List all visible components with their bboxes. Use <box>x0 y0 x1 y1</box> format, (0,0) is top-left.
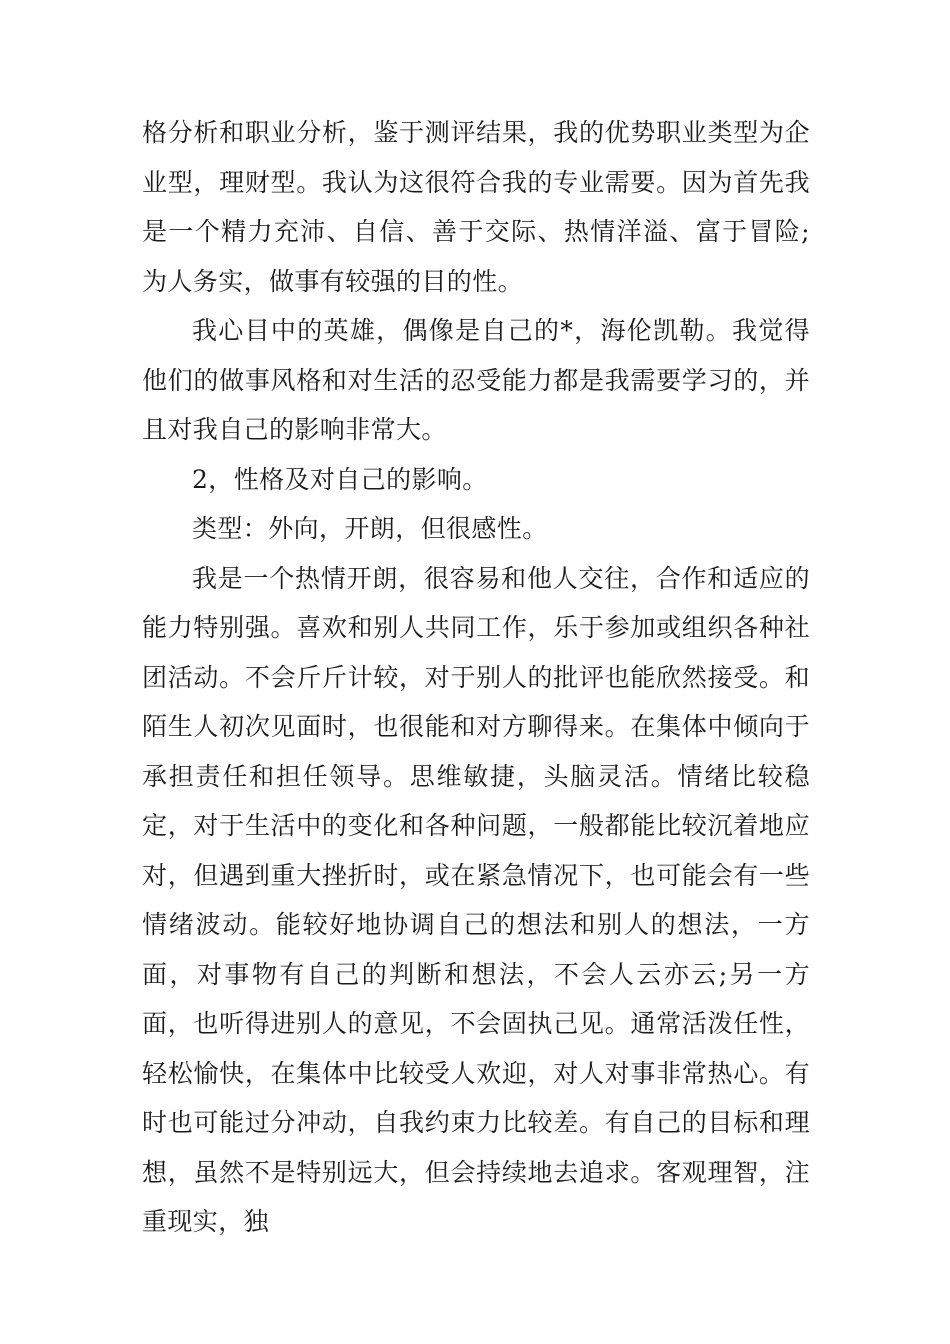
document-body <box>142 108 810 1247</box>
paragraph-section-heading: 2，性格及对自己的影响。 <box>192 464 488 494</box>
paragraph-personality-analysis: 格分析和职业分析，鉴于测评结果，我的优势职业类型为企业型，理财型。我认为这很符合我的专业需要。因为首先我是一个精力充沛、自信、善于交际、热情洋溢、富于冒险;为人务实，做事有较强的目的性。 <box>142 118 810 296</box>
paragraph-personality-type: 类型：外向，开朗，但很感性。 <box>192 514 548 543</box>
paragraph-hero-idol: 我心目中的英雄，偶像是自己的*，海伦凯勒。我觉得他们的做事风格和对生活的忍受能力都是我需要学习的，并且对我自己的影响非常大。 <box>142 316 810 444</box>
paragraph-personality-description: 我是一个热情开朗，很容易和他人交往，合作和适应的能力特别强。喜欢和别人共同工作，乐于参加或组织各种社团活动。不会斤斤计较，对于别人的批评也能欣然接受。和陌生人初次见面时，也很能和对方聊得来。在集体中倾向于承担责任和担任领导。思维敏捷，头脑灵活。情绪比较稳定，对于生活中的变化和各种问题，一般都能比较沉着地应对，但遇到重大挫折时，或在紧急情况下，也可能会有一些情绪波动。能较好地协调自己的想法和别人的想法，一方面，对事物有自己的判断和想法，不会人云亦云;另一方面，也听得进别人的意见，不会固执己见。通常活泼任性，轻松愉快，在集体中比较受人欢迎，对人对事非常热心。有时也可能过分冲动，自我约束力比较差。有自己的目标和理想，虽然不是特别远大，但会持续地去追求。客观理智，注重现实，独 <box>142 563 810 1236</box>
